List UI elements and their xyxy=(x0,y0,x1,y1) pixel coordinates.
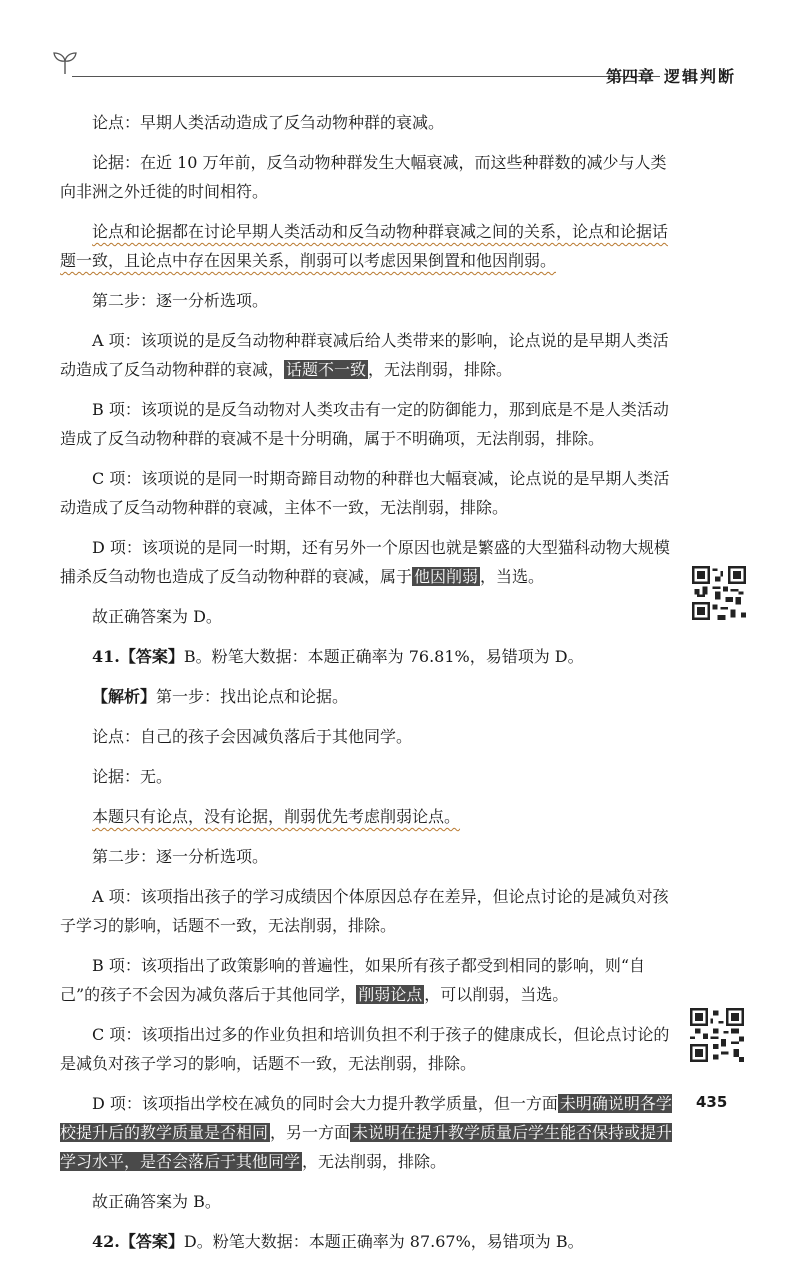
analysis-label: 【解析】 xyxy=(92,687,157,706)
text-run: D 项：该项说的是同一时期，还有另外一个原因也就是繁盛的大型猫科动物大规模捕杀反刍动物也造成了反刍动物种群的衰减，属于 xyxy=(60,538,670,586)
analysis-line xyxy=(60,682,680,711)
answer-label: 【答案】 xyxy=(119,647,184,666)
sprout-logo-icon xyxy=(52,48,78,76)
text-run: ，无法削弱，排除。 xyxy=(302,1152,447,1171)
analysis-text: 第一步：找出论点和论据。 xyxy=(156,687,349,706)
highlight-text: 未明确说明各学校提升后的教学质量是否相同 xyxy=(60,1094,672,1142)
paragraph: 论据：无。 xyxy=(92,767,173,786)
page-number: 435 xyxy=(696,1093,728,1111)
paragraph: 论点：早期人类活动造成了反刍动物种群的衰减。 xyxy=(92,113,445,132)
answer-label: 【答案】 xyxy=(119,1232,184,1251)
answer-text: D。粉笔大数据：本题正确率为 87.67%，易错项为 B。 xyxy=(183,1232,584,1251)
qr-code-icon[interactable] xyxy=(692,566,746,620)
highlight-text: 话题不一致 xyxy=(286,360,367,379)
paragraph xyxy=(60,1089,680,1176)
paragraph: 论点：自己的孩子会因减负落后于其他同学。 xyxy=(92,727,413,746)
paragraph: A 项：该项指出孩子的学习成绩因个体原因总存在差异，但论点讨论的是减负对孩子学习的影响，话题不一致，无法削弱，排除。 xyxy=(60,887,669,935)
question-number: 42. xyxy=(92,1232,120,1251)
answer-line xyxy=(60,642,680,671)
paragraph: 故正确答案为 B。 xyxy=(92,1192,221,1211)
answer-text: B。粉笔大数据：本题正确率为 76.81%，易错项为 D。 xyxy=(183,647,584,666)
text-run: ，无法削弱，排除。 xyxy=(368,360,513,379)
question-number: 41. xyxy=(92,647,120,666)
underlined-text: 本题只有论点，没有论据，削弱优先考虑削弱论点。 xyxy=(92,807,461,826)
paragraph: 第二步：逐一分析选项。 xyxy=(92,847,269,866)
highlight-text: 他因削弱 xyxy=(414,567,479,586)
paragraph xyxy=(60,326,680,384)
paragraph: C 项：该项指出过多的作业负担和培训负担不利于孩子的健康成长，但论点讨论的是减负对孩子学习的影响，话题不一致，无法削弱，排除。 xyxy=(60,1025,670,1073)
paragraph xyxy=(60,802,680,831)
highlight-text: 削弱论点 xyxy=(358,985,423,1004)
text-run: D 项：该项指出学校在减负的同时会大力提升教学质量，但一方面 xyxy=(92,1094,558,1113)
paragraph: 论据：在近 10 万年前，反刍动物种群发生大幅衰减，而这些种群数的减少与人类向非洲之外迁徙的时间相符。 xyxy=(60,153,667,201)
paragraph: C 项：该项说的是同一时期奇蹄目动物的种群也大幅衰减，论点说的是早期人类活动造成了反刍动物种群的衰减，主体不一致，无法削弱，排除。 xyxy=(60,469,670,517)
underlined-text: 论点和论据都在讨论早期人类活动和反刍动物种群衰减之间的关系，论点和论据话题一致，且论点中存在因果关系，削弱可以考虑因果倒置和他因削弱。 xyxy=(60,222,669,270)
text-run: ，可以削弱，当选。 xyxy=(424,985,569,1004)
chapter-title: 逻辑判断 xyxy=(664,67,737,86)
text-run: ，当选。 xyxy=(480,567,545,586)
header-rule xyxy=(72,76,660,77)
paragraph: 第二步：逐一分析选项。 xyxy=(92,291,269,310)
answer-line xyxy=(60,1227,680,1256)
page-body xyxy=(60,108,680,1267)
paragraph: 故正确答案为 D。 xyxy=(92,607,222,626)
highlight-text: 未说明在提升教学质量后学生能否保持或提升学习水平，是否会落后于其他同学 xyxy=(60,1123,673,1171)
paragraph xyxy=(60,951,680,1009)
text-run: A 项：该项说的是反刍动物种群衰减后给人类带来的影响，论点说的是早期人类活动造成了反刍动物种群的衰减， xyxy=(60,331,669,379)
paragraph: B 项：该项说的是反刍动物对人类攻击有一定的防御能力，那到底是不是人类活动造成了反刍动物种群的衰减不是十分明确，属于不明确项，无法削弱，排除。 xyxy=(60,400,669,448)
text-run: ，另一方面 xyxy=(270,1123,351,1142)
text-run: B 项：该项指出了政策影响的普遍性，如果所有孩子都受到相同的影响，则“自己”的孩子不会因为减负落后于其他同学， xyxy=(60,956,646,1004)
qr-code-icon[interactable] xyxy=(690,1008,744,1062)
paragraph xyxy=(60,533,680,591)
paragraph xyxy=(60,217,680,275)
chapter-label: 第四章 xyxy=(606,67,655,86)
